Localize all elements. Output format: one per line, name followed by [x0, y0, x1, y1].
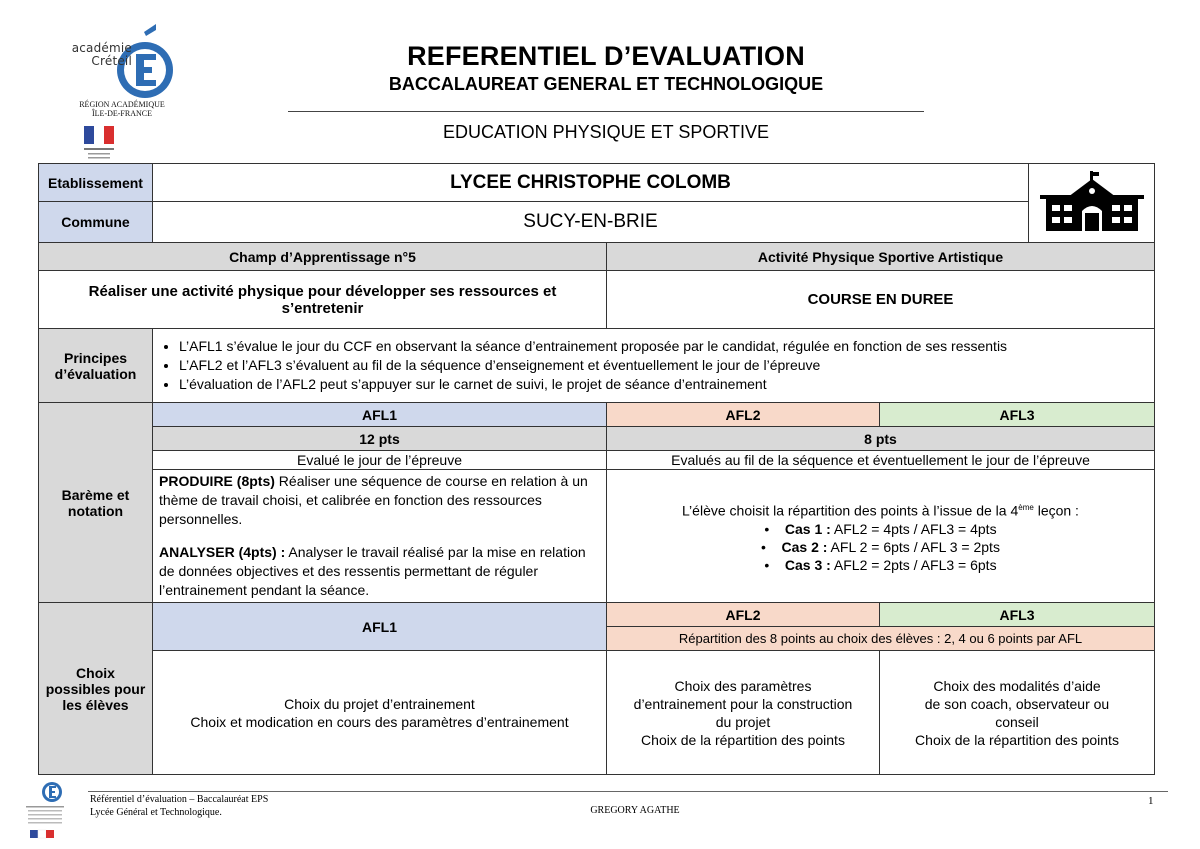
etablissement-label: Etablissement: [39, 164, 153, 202]
choix-afl2-line: d’entrainement pour la construction: [633, 695, 853, 712]
principe-item: • L’évaluation de l’AFL2 peut s’appuyer sur le carnet de suivi, le projet de séance d’entrainement: [179, 375, 1150, 394]
etablissement-value: LYCEE CHRISTOPHE COLOMB: [153, 164, 1029, 202]
case-text: AFL2 = 4pts / AFL3 = 4pts: [830, 521, 997, 538]
bareme-afl-row: [39, 403, 1155, 427]
choix-repartition: Répartition des 8 points au choix des élèves : 2, 4 ou 6 points par AFL: [607, 627, 1155, 651]
apsa-label: Activité Physique Sportive Artistique: [607, 243, 1155, 271]
choix-afl2-line: Choix de la répartition des points: [641, 731, 845, 748]
produire-block: [159, 472, 600, 529]
logo-region-line1: RÉGION ACADÉMIQUE: [79, 100, 165, 109]
champ-content-row: [39, 271, 1155, 329]
page-title: REFERENTIEL D’EVALUATION: [407, 41, 805, 71]
repartition-intro: [611, 498, 1150, 521]
footer-divider: [88, 791, 1168, 792]
bareme-afl1: AFL1: [153, 403, 607, 427]
choix-afl-row: [39, 603, 1155, 627]
repartition-intro-text: L’élève choisit la répartition des points à l’issue de la 4: [682, 502, 1019, 519]
choix-afl3-line: de son coach, observateur ou: [924, 695, 1110, 712]
repartition-end: leçon :: [1033, 502, 1079, 519]
school-building-icon: [1029, 164, 1155, 243]
case-text: AFL 2 = 6pts / AFL 3 = 2pts: [827, 539, 1000, 556]
choix-afl2-line: Choix des paramètres: [674, 677, 812, 694]
principes-label: Principes d’évaluation: [39, 329, 153, 403]
bareme-note-afl23: Evalués au fil de la séquence et éventuellement le jour de l’épreuve: [607, 451, 1155, 470]
case-name: Cas 1 :: [784, 521, 831, 538]
logo-region: [62, 100, 182, 118]
apsa-value: COURSE EN DUREE: [607, 271, 1155, 329]
choix-afl1: AFL1: [153, 603, 607, 651]
principes-list: [157, 337, 1150, 394]
logo-academie: académie: [71, 41, 132, 55]
choix-afl1-detail: [153, 651, 607, 775]
bareme-points-row: [39, 427, 1155, 451]
bareme-afl1-detail: [153, 470, 607, 603]
bareme-afl23-detail: [607, 470, 1155, 603]
case-item: • Cas 3 : AFL2 = 2pts / AFL3 = 6pts: [764, 557, 997, 574]
header-divider: [288, 111, 924, 112]
bareme-points-afl1: 12 pts: [153, 427, 607, 451]
choix-afl3: AFL3: [880, 603, 1155, 627]
school-icon: [1040, 171, 1144, 235]
commune-value: SUCY-EN-BRIE: [153, 202, 1029, 243]
bareme-note-afl1: Evalué le jour de l’épreuve: [153, 451, 607, 470]
choix-afl3-line: Choix de la répartition des points: [915, 731, 1119, 748]
analyser-text: Analyser le travail réalisé par la mise en relation de données objectives et des ressentis permettant de réguler l’entrainement pendant la séance.: [159, 544, 586, 598]
principes-list-cell: [153, 329, 1155, 403]
repartition-sup: ème: [1018, 502, 1034, 512]
bareme-label: Barème et notation: [39, 403, 153, 603]
bareme-points-afl23: 8 pts: [607, 427, 1155, 451]
analyser-block: [159, 543, 600, 600]
page-subtitle: BACCALAUREAT GENERAL ET TECHNOLOGIQUE: [388, 74, 824, 94]
choix-afl2-line: du projet: [715, 713, 771, 730]
footer-left-line1: Référentiel d’évaluation – Baccalauréat EPS: [90, 794, 269, 805]
etablissement-row: [39, 164, 1155, 202]
principes-row: [39, 329, 1155, 403]
footer-author: GREGORY AGATHE: [590, 805, 680, 816]
choix-detail-row: [39, 651, 1155, 775]
principe-item: • L’AFL1 s’évalue le jour du CCF en observant la séance d’entrainement proposée par le candidat, régulée en fonction de ses ressentis: [179, 337, 1150, 356]
case-name: Cas 3 :: [784, 557, 831, 574]
produire-title: PRODUIRE (8pts): [159, 473, 275, 489]
footer-left-line2: Lycée Général et Technologique.: [90, 807, 222, 818]
champ-description: Réaliser une activité physique pour développer ses ressources et s’entretenir: [39, 271, 607, 329]
case-name: Cas 2 :: [781, 539, 828, 556]
choix-afl1-line: Choix et modication en cours des paramètres d’entrainement: [190, 713, 569, 730]
case-text: AFL2 = 2pts / AFL3 = 6pts: [830, 557, 997, 574]
cases-list: [611, 520, 1150, 574]
logo-city: Créteil: [91, 54, 132, 68]
academie-creteil-logo: [48, 18, 178, 158]
discipline-title: EDUCATION PHYSIQUE ET SPORTIVE: [442, 122, 770, 142]
bareme-afl3: AFL3: [880, 403, 1155, 427]
footer-logo-icon: [18, 778, 72, 844]
principe-item: • L’AFL2 et l’AFL3 s’évaluent au fil de la séquence d’enseignement et éventuellement le jour de l’épreuve: [179, 356, 1150, 375]
choix-afl2-detail: [607, 651, 880, 775]
choix-afl3-line: Choix des modalités d’aide: [933, 677, 1101, 694]
choix-afl3-detail: [880, 651, 1155, 775]
choix-afl3-line: conseil: [995, 713, 1039, 730]
logo-region-line2: ÎLE-DE-FRANCE: [92, 109, 152, 118]
case-item: • Cas 2 : AFL 2 = 6pts / AFL 3 = 2pts: [761, 539, 1000, 556]
case-item: • Cas 1 : AFL2 = 4pts / AFL3 = 4pts: [764, 521, 997, 538]
choix-afl1-line: Choix du projet d’entrainement: [284, 695, 475, 712]
bareme-detail-row: [39, 470, 1155, 603]
logo-text: [70, 42, 132, 68]
commune-row: [39, 202, 1155, 243]
choix-label: Choix possibles pour les élèves: [39, 603, 153, 775]
footer-left: [90, 793, 268, 819]
page-number: 1: [1148, 795, 1154, 807]
commune-label: Commune: [39, 202, 153, 243]
champ-header-row: [39, 243, 1155, 271]
analyser-title: ANALYSER (4pts) :: [159, 544, 286, 560]
produire-text: Réaliser une séquence de course en relation à un thème de travail choisi, et calibrée en fonction des ressources personnelles.: [159, 473, 588, 527]
evaluation-table: [38, 163, 1155, 775]
champ-label: Champ d’Apprentissage n°5: [39, 243, 607, 271]
marianne-flag-icon: [78, 126, 122, 164]
bareme-note-row: [39, 451, 1155, 470]
choix-afl2: AFL2: [607, 603, 880, 627]
bareme-afl2: AFL2: [607, 403, 880, 427]
header-titles: [288, 40, 924, 96]
